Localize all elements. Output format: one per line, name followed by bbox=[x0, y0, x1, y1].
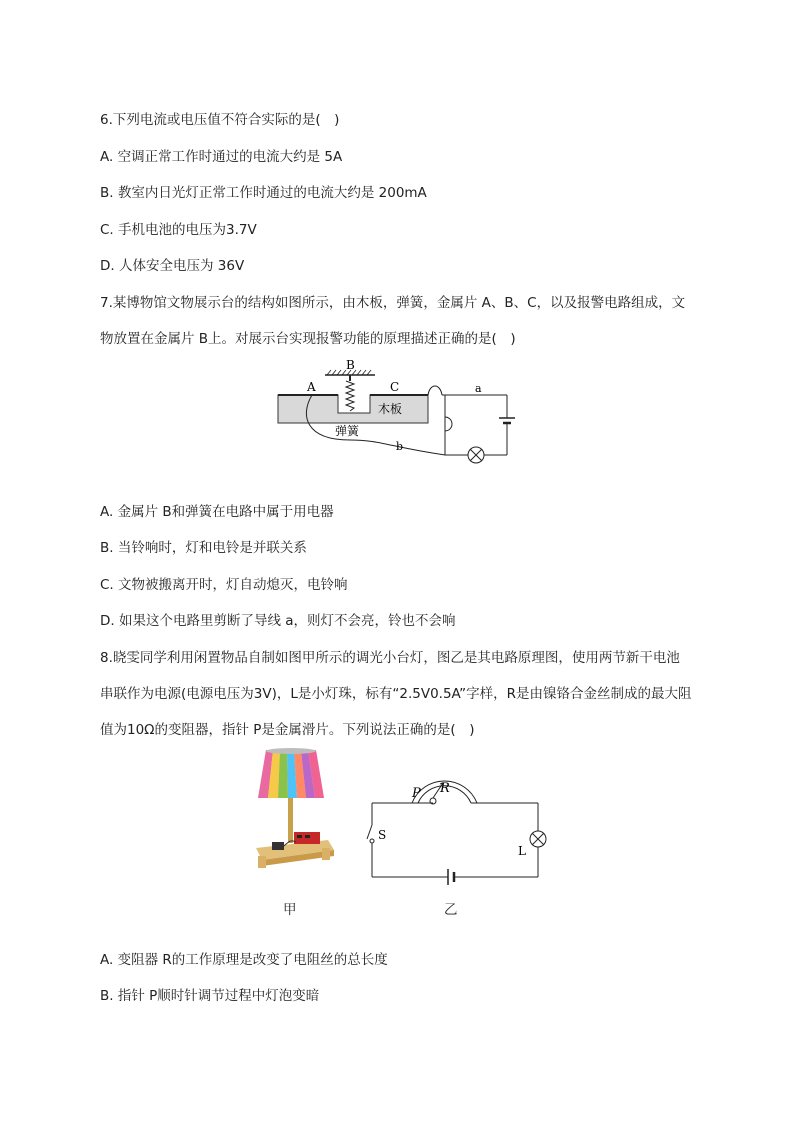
q6-option-c: C. 手机电池的电压为3.7V bbox=[100, 222, 257, 238]
q8-label-s: S bbox=[378, 828, 387, 842]
q7-option-c: C. 文物被搬离开时，灯自动熄灭，电铃响 bbox=[100, 577, 348, 593]
q6-option-d: D. 人体安全电压为 36V bbox=[100, 258, 245, 274]
q8-stem-line-3: 值为10Ω的变阻器，指针 P是金属滑片。下列说法正确的是( ) bbox=[100, 722, 475, 738]
q6-stem: 6.下列电流或电压值不符合实际的是( ) bbox=[100, 112, 340, 128]
q7-label-board: 木板 bbox=[378, 402, 403, 416]
q8-caption-jia: 甲 bbox=[283, 902, 297, 918]
q7-stem-line-1: 7.某博物馆文物展示台的结构如图所示，由木板，弹簧，金属片 A、B、C，以及报警电路组成，文 bbox=[100, 295, 686, 311]
q7-stem-line-2: 物放置在金属片 B上。对展示台实现报警功能的原理描述正确的是( ) bbox=[100, 331, 516, 347]
q7-display-stand-diagram bbox=[270, 355, 530, 470]
q7-option-a: A. 金属片 B和弹簧在电路中属于用电器 bbox=[100, 504, 334, 520]
q6-option-b: B. 教室内日光灯正常工作时通过的电流大约是 200mA bbox=[100, 185, 427, 201]
q7-option-d: D. 如果这个电路里剪断了导线 a，则灯不会亮，铃也不会响 bbox=[100, 613, 456, 629]
q7-label-wire-b: b bbox=[396, 440, 404, 453]
q8-label-r: R bbox=[440, 781, 450, 796]
q7-label-b: B bbox=[346, 358, 355, 372]
q8-circuit-diagram bbox=[360, 775, 560, 890]
q8-stem-line-1: 8.晓雯同学利用闲置物品自制如图甲所示的调光小台灯，图乙是其电路原理图，使用两节新干电池 bbox=[100, 650, 680, 666]
q6-option-a: A. 空调正常工作时通过的电流大约是 5A bbox=[100, 149, 343, 165]
q8-desk-lamp-photo bbox=[248, 748, 338, 873]
q7-label-c: C bbox=[390, 380, 400, 394]
q7-option-b: B. 当铃响时，灯和电铃是并联关系 bbox=[100, 540, 307, 556]
q7-label-spring: 弹簧 bbox=[335, 424, 360, 438]
q8-option-a: A. 变阻器 R的工作原理是改变了电阻丝的总长度 bbox=[100, 952, 388, 968]
q7-label-wire-a: a bbox=[475, 382, 482, 395]
q8-option-b: B. 指针 P顺时针调节过程中灯泡变暗 bbox=[100, 988, 320, 1004]
q7-label-a: A bbox=[307, 380, 316, 394]
q8-stem-line-2: 串联作为电源(电源电压为3V)，L是小灯珠，标有“2.5V0.5A”字样，R是由镍铬合金丝制成的最大阻 bbox=[100, 686, 692, 702]
q8-caption-yi: 乙 bbox=[444, 902, 458, 918]
q8-label-p: P bbox=[412, 786, 421, 801]
q8-label-l: L bbox=[518, 844, 526, 858]
